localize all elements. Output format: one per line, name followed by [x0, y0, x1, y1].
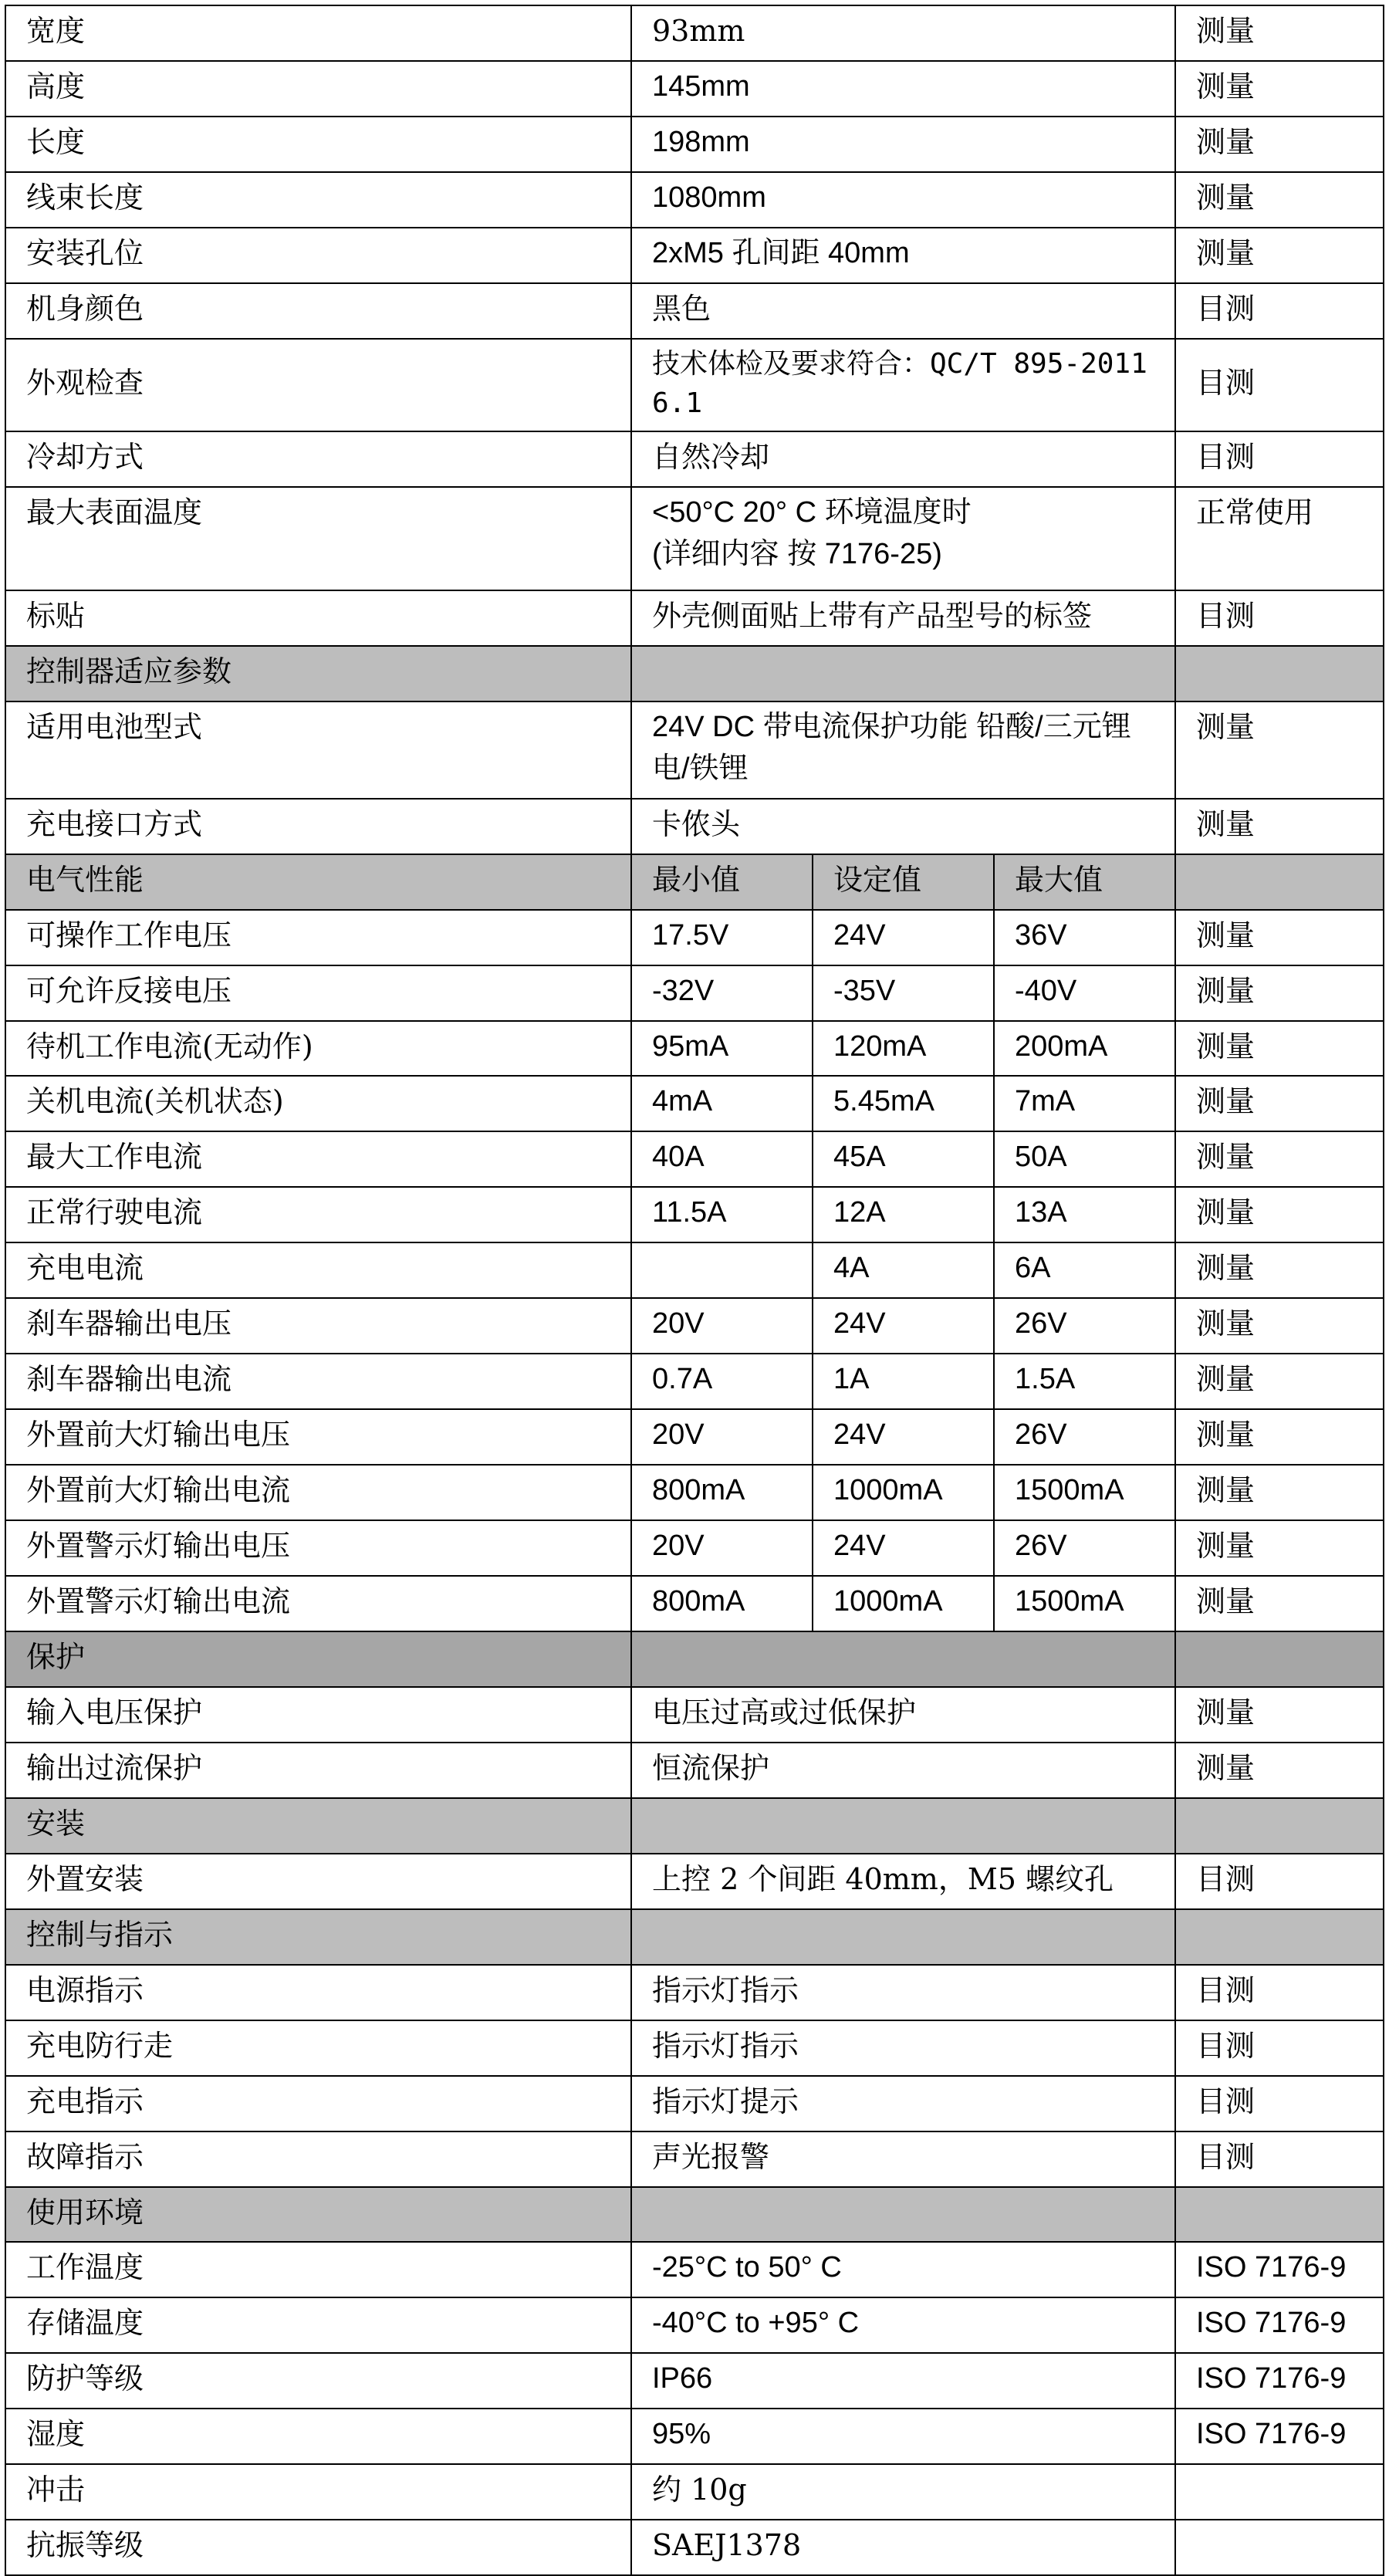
set-value: 1A	[813, 1354, 994, 1409]
table-row	[5, 172, 1384, 228]
max-value: 200mA	[994, 1021, 1175, 1077]
set-value: 1000mA	[813, 1465, 994, 1520]
min-value: 20V	[631, 1298, 813, 1354]
min-value: 20V	[631, 1409, 813, 1465]
table-row	[5, 2297, 1384, 2353]
param-name: 外置前大灯输出电压	[5, 1409, 631, 1465]
test-method: 目测	[1175, 590, 1384, 646]
param-value: 声光报警	[631, 2131, 1175, 2187]
param-name: 输入电压保护	[5, 1687, 631, 1743]
param-name: 冲击	[5, 2464, 631, 2520]
section-header-row	[5, 646, 1384, 701]
min-value: 0.7A	[631, 1354, 813, 1409]
param-name: 机身颜色	[5, 283, 631, 339]
param-name: 防护等级	[5, 2353, 631, 2409]
section-blank	[631, 1798, 1175, 1854]
min-value: 800mA	[631, 1465, 813, 1520]
table-row	[5, 1021, 1384, 1077]
table-row	[5, 431, 1384, 487]
section-blank	[1175, 646, 1384, 701]
table-row	[5, 1465, 1384, 1520]
param-value: -25°C to 50° C	[631, 2242, 1175, 2297]
column-header-set: 设定值	[813, 854, 994, 910]
section-header-row	[5, 2187, 1384, 2243]
set-value: 120mA	[813, 1021, 994, 1077]
min-value	[631, 1242, 813, 1298]
table-row	[5, 1743, 1384, 1798]
section-title: 保护	[5, 1631, 631, 1687]
test-method: 测量	[1175, 1687, 1384, 1743]
param-value: 外壳侧面贴上带有产品型号的标签	[631, 590, 1175, 646]
test-method: 测量	[1175, 701, 1384, 799]
param-value: 约 10g	[631, 2464, 1175, 2520]
param-name: 可操作工作电压	[5, 910, 631, 965]
param-name: 电源指示	[5, 1965, 631, 2020]
section-blank	[1175, 1909, 1384, 1965]
table-row	[5, 799, 1384, 854]
test-method: 目测	[1175, 431, 1384, 487]
param-name: 故障指示	[5, 2131, 631, 2187]
param-value: 指示灯提示	[631, 2076, 1175, 2131]
section-blank	[631, 2187, 1175, 2243]
param-name: 抗振等级	[5, 2520, 631, 2575]
param-value: 2xM5 孔间距 40mm	[631, 228, 1175, 283]
test-method: 测量	[1175, 61, 1384, 117]
param-name: 冷却方式	[5, 431, 631, 487]
section-header-row	[5, 854, 1384, 910]
column-header-max: 最大值	[994, 854, 1175, 910]
test-method: 测量	[1175, 1409, 1384, 1465]
table-row	[5, 2242, 1384, 2297]
param-value: 电压过高或过低保护	[631, 1687, 1175, 1743]
param-value: IP66	[631, 2353, 1175, 2409]
section-blank	[631, 1909, 1175, 1965]
max-value: 1500mA	[994, 1576, 1175, 1631]
param-value: 自然冷却	[631, 431, 1175, 487]
test-method: ISO 7176-9	[1175, 2409, 1384, 2464]
column-header-min: 最小值	[631, 854, 813, 910]
section-header-row	[5, 1631, 1384, 1687]
table-row	[5, 5, 1384, 61]
param-name: 刹车器输出电压	[5, 1298, 631, 1354]
test-method: 测量	[1175, 1298, 1384, 1354]
set-value: 1000mA	[813, 1576, 994, 1631]
param-value: 93mm	[631, 5, 1175, 61]
max-value: 26V	[994, 1520, 1175, 1576]
table-row	[5, 1965, 1384, 2020]
param-value: 95%	[631, 2409, 1175, 2464]
param-value: 145mm	[631, 61, 1175, 117]
param-name: 适用电池型式	[5, 701, 631, 799]
test-method: 测量	[1175, 1576, 1384, 1631]
table-row	[5, 2464, 1384, 2520]
table-row	[5, 2409, 1384, 2464]
param-name: 高度	[5, 61, 631, 117]
table-row	[5, 228, 1384, 283]
max-value: 7mA	[994, 1076, 1175, 1131]
param-value-line: (详细内容 按 7176-25)	[652, 537, 942, 570]
max-value: 36V	[994, 910, 1175, 965]
table-row	[5, 2076, 1384, 2131]
min-value: 40A	[631, 1131, 813, 1187]
test-method: 测量	[1175, 1743, 1384, 1798]
test-method: 测量	[1175, 117, 1384, 172]
min-value: 95mA	[631, 1021, 813, 1077]
param-name: 外置前大灯输出电流	[5, 1465, 631, 1520]
test-method: 测量	[1175, 228, 1384, 283]
set-value: -35V	[813, 965, 994, 1021]
section-header-row	[5, 1798, 1384, 1854]
param-value: 24V DC 带电流保护功能 铅酸/三元锂电/铁锂	[631, 701, 1175, 799]
param-name: 最大表面温度	[5, 487, 631, 590]
table-row	[5, 1354, 1384, 1409]
table-row	[5, 117, 1384, 172]
param-value: 黑色	[631, 283, 1175, 339]
test-method	[1175, 2520, 1384, 2575]
test-method: 正常使用	[1175, 487, 1384, 590]
table-row	[5, 1298, 1384, 1354]
set-value: 5.45mA	[813, 1076, 994, 1131]
min-value: 11.5A	[631, 1187, 813, 1242]
param-value: 上控 2 个间距 40mm，M5 螺纹孔	[631, 1854, 1175, 1909]
test-method: 测量	[1175, 1131, 1384, 1187]
table-row	[5, 1687, 1384, 1743]
param-name: 关机电流(关机状态)	[5, 1076, 631, 1131]
table-row	[5, 1576, 1384, 1631]
set-value: 4A	[813, 1242, 994, 1298]
test-method: 目测	[1175, 283, 1384, 339]
param-name: 充电接口方式	[5, 799, 631, 854]
test-method: 测量	[1175, 172, 1384, 228]
param-name: 最大工作电流	[5, 1131, 631, 1187]
test-method: 测量	[1175, 965, 1384, 1021]
section-title: 安装	[5, 1798, 631, 1854]
set-value: 24V	[813, 1520, 994, 1576]
param-name: 刹车器输出电流	[5, 1354, 631, 1409]
param-name: 湿度	[5, 2409, 631, 2464]
section-title: 使用环境	[5, 2187, 631, 2243]
section-blank	[1175, 1798, 1384, 1854]
param-value: 指示灯指示	[631, 2020, 1175, 2076]
table-row	[5, 283, 1384, 339]
param-name: 充电指示	[5, 2076, 631, 2131]
table-row	[5, 487, 1384, 590]
test-method	[1175, 2464, 1384, 2520]
param-value: 恒流保护	[631, 1743, 1175, 1798]
param-name: 标贴	[5, 590, 631, 646]
param-value: SAEJ1378	[631, 2520, 1175, 2575]
section-blank	[631, 1631, 1175, 1687]
param-name: 外观检查	[5, 339, 631, 431]
table-row	[5, 1242, 1384, 1298]
test-method: 测量	[1175, 799, 1384, 854]
param-name: 充电电流	[5, 1242, 631, 1298]
test-method: 目测	[1175, 2131, 1384, 2187]
param-value: 卡侬头	[631, 799, 1175, 854]
test-method: 测量	[1175, 5, 1384, 61]
min-value: 800mA	[631, 1576, 813, 1631]
table-row	[5, 2353, 1384, 2409]
max-value: 1.5A	[994, 1354, 1175, 1409]
table-row	[5, 2520, 1384, 2575]
section-blank	[631, 646, 1175, 701]
param-name: 可允许反接电压	[5, 965, 631, 1021]
param-name: 待机工作电流(无动作)	[5, 1021, 631, 1077]
max-value: -40V	[994, 965, 1175, 1021]
table-row	[5, 701, 1384, 799]
test-method: 目测	[1175, 2020, 1384, 2076]
section-blank	[1175, 854, 1384, 910]
set-value: 24V	[813, 910, 994, 965]
param-name: 输出过流保护	[5, 1743, 631, 1798]
test-method: ISO 7176-9	[1175, 2297, 1384, 2353]
min-value: 17.5V	[631, 910, 813, 965]
max-value: 1500mA	[994, 1465, 1175, 1520]
table-row	[5, 2020, 1384, 2076]
param-name: 正常行驶电流	[5, 1187, 631, 1242]
param-name: 工作温度	[5, 2242, 631, 2297]
set-value: 12A	[813, 1187, 994, 1242]
set-value: 24V	[813, 1409, 994, 1465]
table-row	[5, 339, 1384, 431]
table-row	[5, 1076, 1384, 1131]
table-row	[5, 590, 1384, 646]
param-name: 外置安装	[5, 1854, 631, 1909]
table-row	[5, 1131, 1384, 1187]
set-value: 24V	[813, 1298, 994, 1354]
test-method: 测量	[1175, 1076, 1384, 1131]
min-value: 20V	[631, 1520, 813, 1576]
section-title: 电气性能	[5, 854, 631, 910]
section-blank	[1175, 1631, 1384, 1687]
max-value: 26V	[994, 1409, 1175, 1465]
param-name: 外置警示灯输出电压	[5, 1520, 631, 1576]
param-value: 技术体检及要求符合：QC/T 895-2011 6.1	[631, 339, 1175, 431]
section-title: 控制与指示	[5, 1909, 631, 1965]
section-blank	[1175, 2187, 1384, 2243]
param-value-line: <50°C 20° C 环境温度时	[652, 495, 972, 529]
section-title: 控制器适应参数	[5, 646, 631, 701]
test-method: 测量	[1175, 1021, 1384, 1077]
param-name: 线束长度	[5, 172, 631, 228]
table-row	[5, 910, 1384, 965]
table-row	[5, 61, 1384, 117]
test-method: 测量	[1175, 910, 1384, 965]
param-value: -40°C to +95° C	[631, 2297, 1175, 2353]
param-value	[631, 487, 1175, 590]
min-value: -32V	[631, 965, 813, 1021]
test-method: 目测	[1175, 339, 1384, 431]
test-method: 目测	[1175, 1965, 1384, 2020]
section-header-row	[5, 1909, 1384, 1965]
table-row	[5, 965, 1384, 1021]
param-name: 长度	[5, 117, 631, 172]
param-name: 充电防行走	[5, 2020, 631, 2076]
test-method: 测量	[1175, 1520, 1384, 1576]
test-method: 测量	[1175, 1187, 1384, 1242]
min-value: 4mA	[631, 1076, 813, 1131]
test-method: ISO 7176-9	[1175, 2242, 1384, 2297]
param-value: 指示灯指示	[631, 1965, 1175, 2020]
table-row	[5, 1187, 1384, 1242]
spec-table	[5, 5, 1384, 2576]
param-name: 安装孔位	[5, 228, 631, 283]
param-value: 198mm	[631, 117, 1175, 172]
table-row	[5, 1409, 1384, 1465]
table-row	[5, 1854, 1384, 1909]
test-method: 目测	[1175, 1854, 1384, 1909]
max-value: 13A	[994, 1187, 1175, 1242]
set-value: 45A	[813, 1131, 994, 1187]
test-method: 目测	[1175, 2076, 1384, 2131]
max-value: 50A	[994, 1131, 1175, 1187]
table-row	[5, 1520, 1384, 1576]
max-value: 6A	[994, 1242, 1175, 1298]
param-name: 外置警示灯输出电流	[5, 1576, 631, 1631]
param-value: 1080mm	[631, 172, 1175, 228]
test-method: 测量	[1175, 1242, 1384, 1298]
test-method: ISO 7176-9	[1175, 2353, 1384, 2409]
param-name: 宽度	[5, 5, 631, 61]
param-name: 存储温度	[5, 2297, 631, 2353]
max-value: 26V	[994, 1298, 1175, 1354]
test-method: 测量	[1175, 1465, 1384, 1520]
test-method: 测量	[1175, 1354, 1384, 1409]
table-row	[5, 2131, 1384, 2187]
